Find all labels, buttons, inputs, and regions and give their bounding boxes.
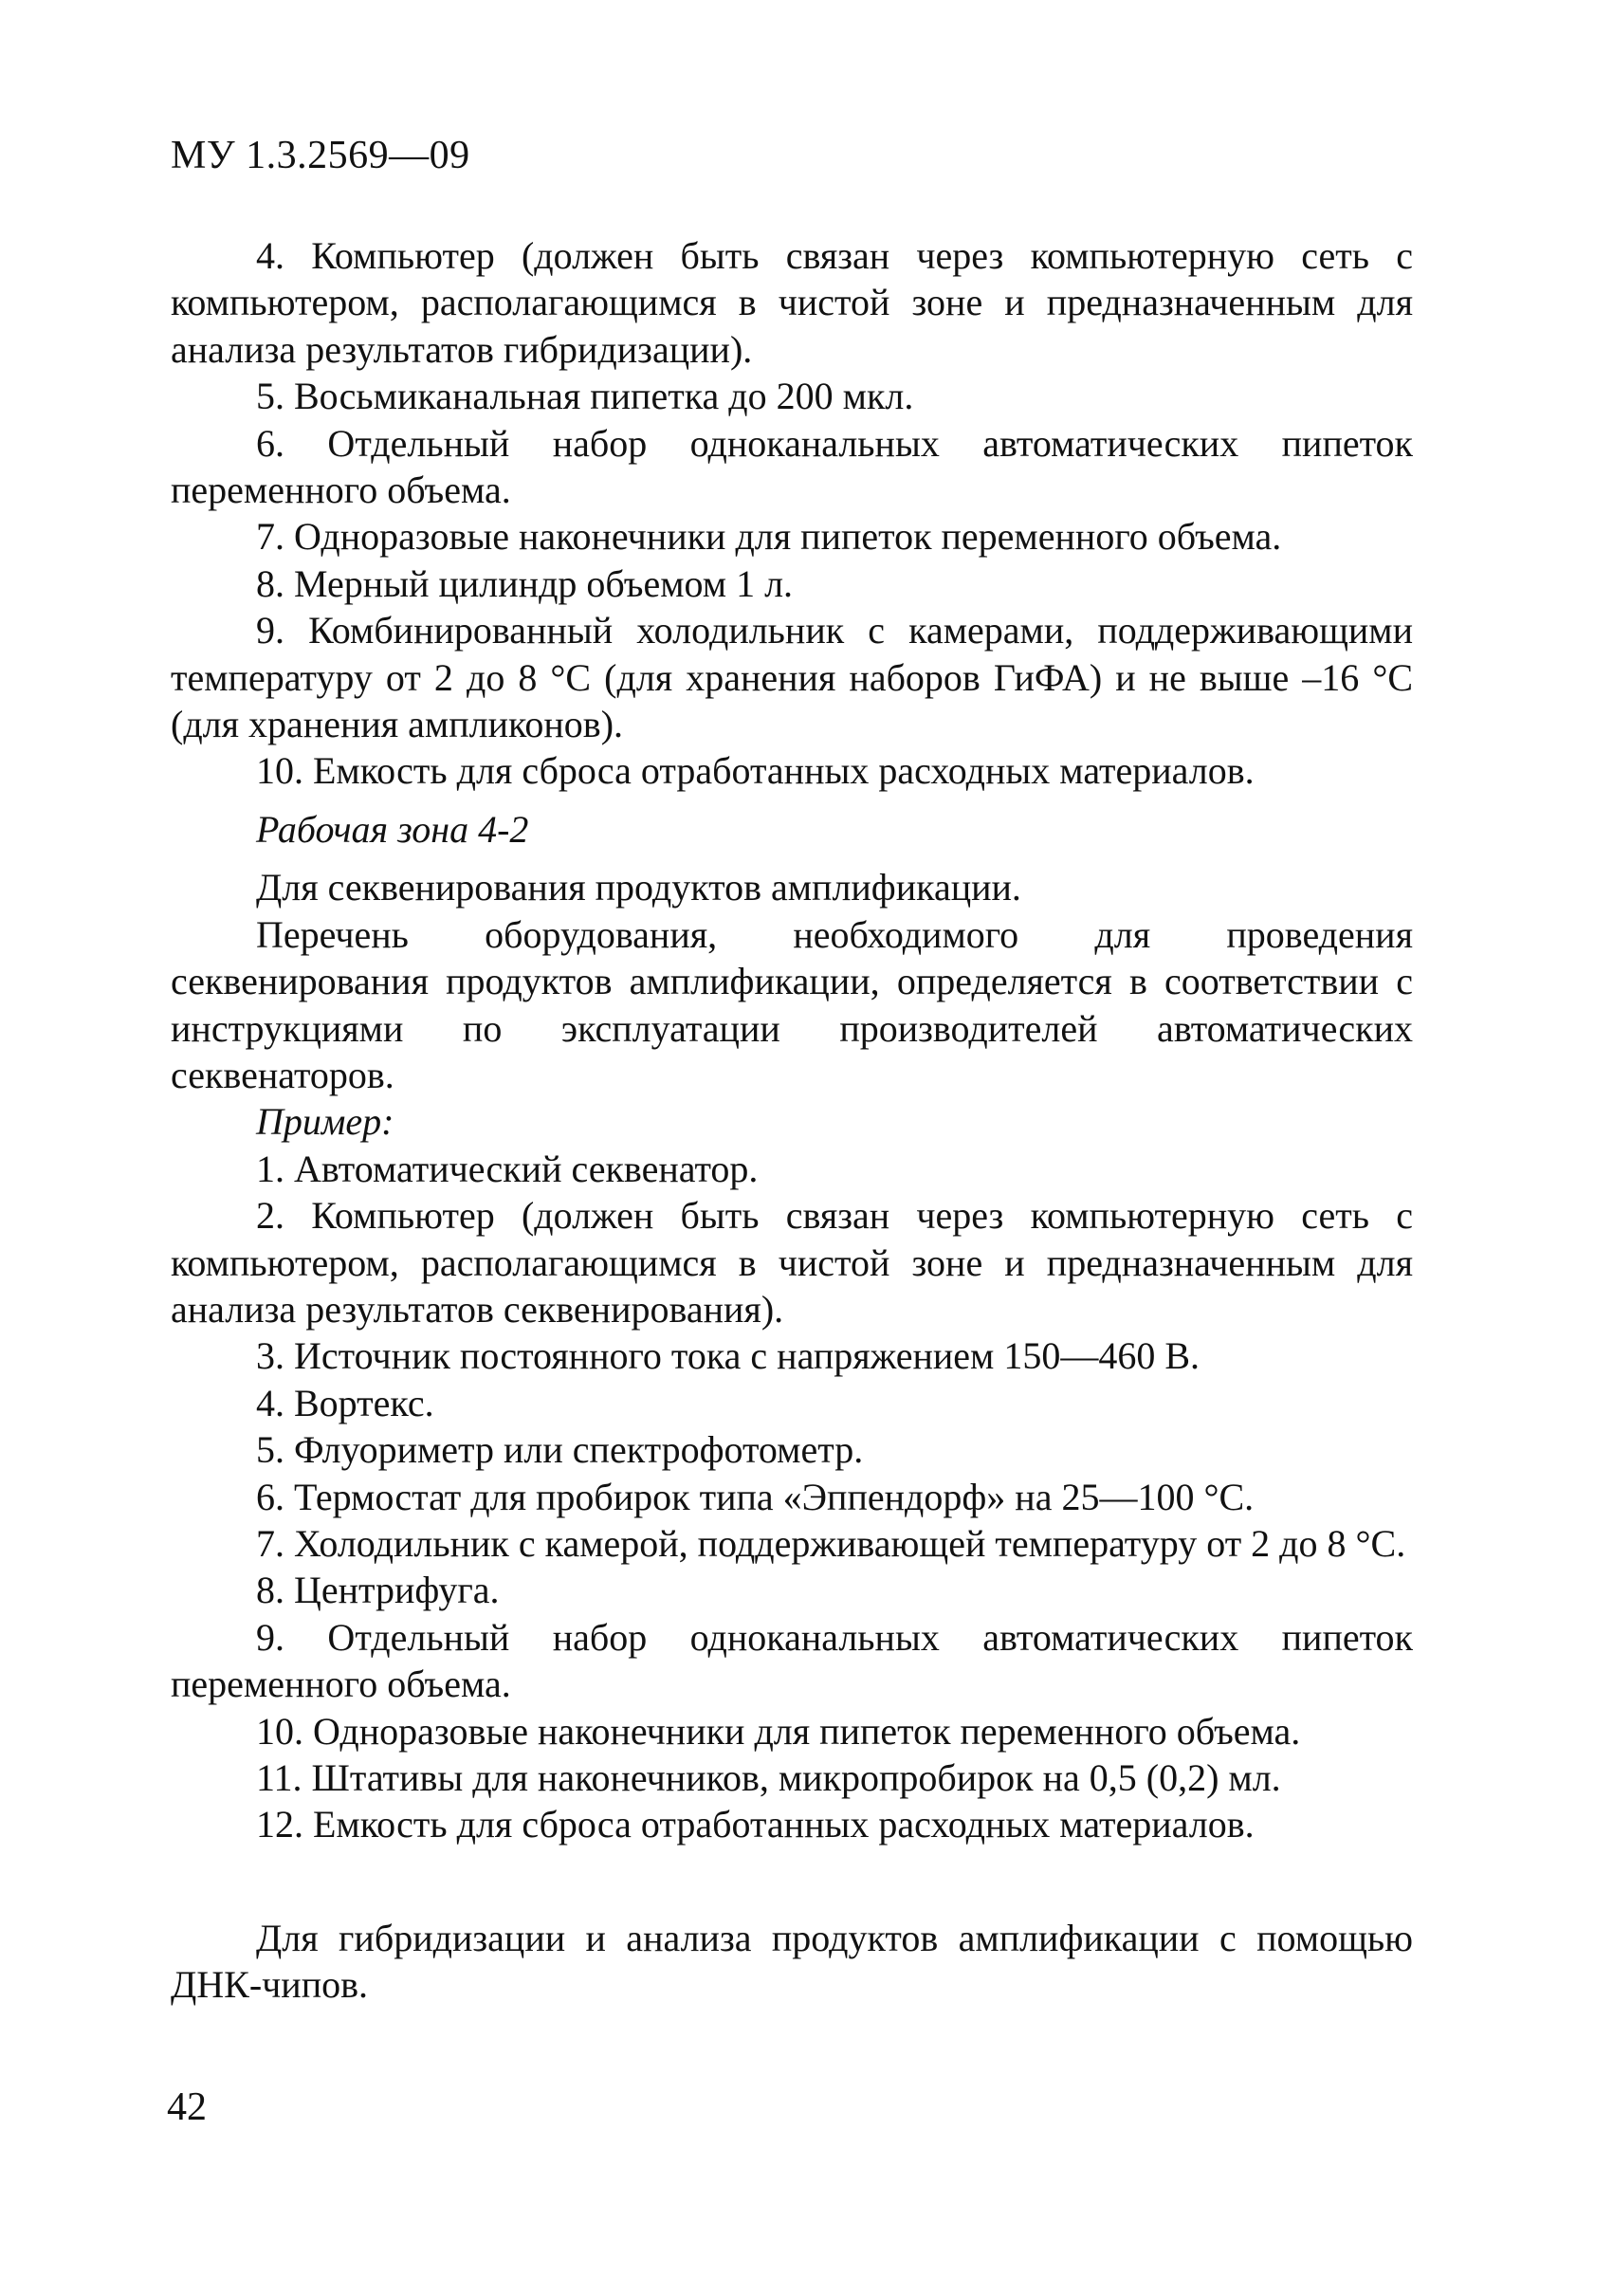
- paragraph: 2. Компьютер (должен быть связан через компьютерную сеть с компьютером, располагающимся в чистой зоне и предназначенным для анализа результатов секвенирования).: [171, 1194, 1413, 1331]
- paragraph: 8. Центрифуга.: [256, 1569, 500, 1612]
- paragraph: 12. Емкость для сброса отработанных расходных материалов.: [256, 1803, 1255, 1846]
- paragraph: 5. Восьмиканальная пипетка до 200 мкл.: [256, 375, 914, 418]
- paragraph: 4. Вортекс.: [256, 1381, 434, 1424]
- paragraph: 5. Флуориметр или спектрофотометр.: [256, 1428, 864, 1472]
- paragraph: 6. Отдельный набор одноканальных автоматических пипеток переменного объема.: [171, 421, 1413, 512]
- paragraph: 7. Холодильник с камерой, поддерживающей температуру от 2 до 8 °С.: [256, 1521, 1406, 1565]
- paragraph: 8. Мерный цилиндр объемом 1 л.: [256, 561, 794, 605]
- paragraph: 10. Емкость для сброса отработанных расходных материалов.: [256, 749, 1255, 793]
- document-body: [171, 232, 1413, 2009]
- page-number: 42: [167, 2085, 207, 2129]
- paragraph: 1. Автоматический секвенатор.: [256, 1147, 759, 1190]
- paragraph: 4. Компьютер (должен быть связан через компьютерную сеть с компьютером, располагающимся в чистой зоне и предназначенным для анализа результатов гибридизации).: [171, 234, 1413, 371]
- paragraph: 10. Одноразовые наконечники для пипеток переменного объема.: [256, 1709, 1301, 1753]
- document-header: МУ 1.3.2569—09: [171, 134, 470, 177]
- section-heading: Рабочая зона 4-2: [256, 807, 529, 851]
- paragraph: 6. Термостат для пробирок типа «Эппендорф» на 25—100 °С.: [256, 1475, 1255, 1518]
- paragraph: Для гибридизации и анализа продуктов амплификации с помощью ДНК-чипов.: [171, 1916, 1413, 2007]
- paragraph: 11. Штативы для наконечников, микропробирок на 0,5 (0,2) мл.: [256, 1756, 1281, 1799]
- paragraph: Перечень оборудования, необходимого для проведения секвенирования продуктов амплификации, определяется в соответствии с инструкциями по эксплуатации производителей автоматических секвенаторов.: [171, 912, 1413, 1096]
- paragraph: Для секвенирования продуктов амплификации.: [256, 866, 1021, 909]
- paragraph: 9. Отдельный набор одноканальных автоматических пипеток переменного объема.: [171, 1615, 1413, 1706]
- paragraph: 7. Одноразовые наконечники для пипеток переменного объема.: [256, 515, 1282, 559]
- paragraph: 3. Источник постоянного тока с напряжением 150—460 В.: [256, 1334, 1201, 1378]
- paragraph: 9. Комбинированный холодильник с камерами, поддерживающими температуру от 2 до 8 °С (для хранения наборов ГиФА) и не выше –16 °С (для хранения ампликонов).: [171, 609, 1413, 746]
- example-label: Пример:: [256, 1100, 394, 1144]
